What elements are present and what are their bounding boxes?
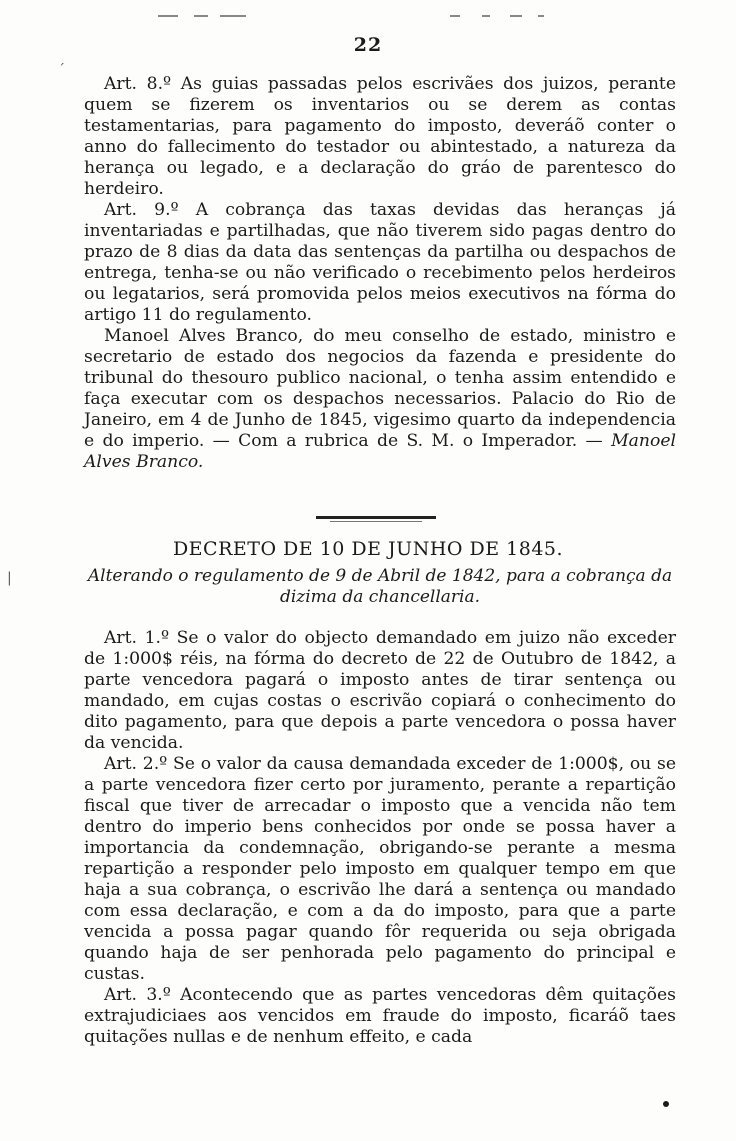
decree-title: DECRETO DE 10 DE JUNHO DE 1845. [172,538,564,560]
article-3: Art. 3.º Acontecendo que as partes vencedoras dêm quitações extrajudiciaes aos vencidos em fraude do imposto, ficaráõ taes quitações nullas e de nenhum effeito, e cada [84,985,676,1047]
article-2: Art. 2.º Se o valor da causa demandada exceder de 1:000$, ou se a parte vencedora fizer certo por juramento, perante a repartição fiscal que tiver de arrecadar o imposto que a vencida não tem dentro do imperio bens conhecidos por onde se possa haver a importancia da condemnação, obrigando-se perante a mesma repartição a responder pelo imposto em qualquer tempo em que haja a sua cobrança, o escrivão lhe dará a sentença ou mandado com essa declaração, e com a da do imposto, para que a parte vencida a possa pagar quando fôr requerida ou seja obrigada quando haja de ser penhorada pelo pagamento do principal e custas. [84,754,676,984]
article-9: Art. 9.º A cobrança das taxas devidas das heranças já inventariadas e partilhadas, que não tiverem sido pagas dentro do prazo de 8 dias da data das sentenças da partilha ou despachos de entrega, tenha-se ou não verificado o recebimento pelos herdeiros ou legatarios, será promovida pelos meios executivos na fórma do artigo 11 do regulamento. [84,200,676,325]
text-block-continued [84,74,676,473]
section-divider-thin [330,521,422,522]
page-number: 22 [353,34,383,56]
closing-paragraph [84,326,676,473]
text-block-decree [84,628,676,1048]
signature: Manoel Alves Branco. [84,431,676,472]
closing-text: Manoel Alves Branco, do meu conselho de estado, ministro e secretario de estado dos negocios da fazenda e presidente do tribunal do thesouro publico nacional, o tenha assim entendido e faça executar com os despachos necessarios. Palacio do Rio de Janeiro, em 4 de Junho de 1845, vigesimo quarto da independencia e do imperio. — Com a rubrica de S. M. o Imperador. — [84,326,676,451]
section-divider [316,516,436,519]
margin-mark: ´ [58,62,65,78]
article-1: Art. 1.º Se o valor do objecto demandado em juizo não exceder de 1:000$ réis, na fórma do decreto de 22 de Outubro de 1842, a parte vencedora pagará o imposto antes de tirar sentença ou mandado, em cujas costas o escrivão copiará o conhecimento do dito pagamento, para que depois a parte vencedora o possa haver da vencida. [84,628,676,753]
article-8: Art. 8.º As guias passadas pelos escrivães dos juizos, perante quem se fizerem os inventarios ou se derem as contas testamentarias, para pagamento do imposto, deveráõ conter o anno do fallecimento do testador ou abintestado, a natureza da herança ou legado, e a declaração do gráo de parentesco do herdeiro. [84,74,676,199]
decree-subtitle: Alterando o regulamento de 9 de Abril de 1842, para a cobrança da dizima da chancellaria. [87,566,673,607]
scan-noise [150,12,580,20]
catchword-dot [663,1101,669,1107]
margin-mark: | [7,570,12,586]
